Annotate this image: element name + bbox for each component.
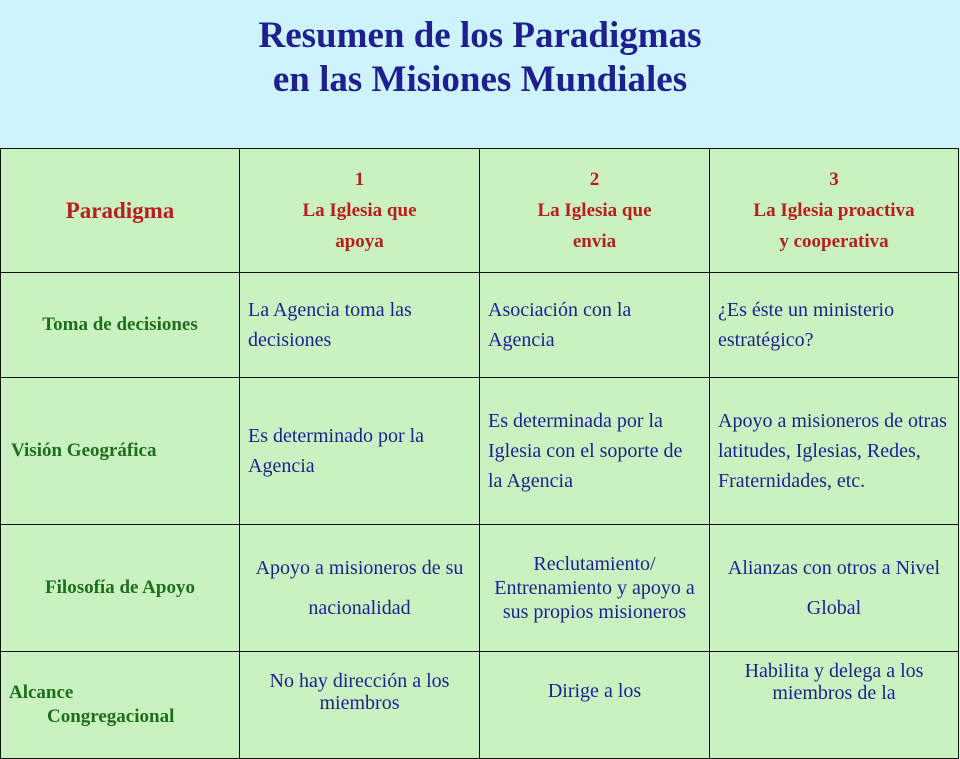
table-cell: Apoyo a misioneros de otras latitudes, Iglesias, Redes, Fraternidades, etc. [710, 378, 959, 525]
header-column-1-line2: apoya [335, 231, 384, 252]
table-cell: Dirige a los [480, 652, 710, 759]
table-header-row [1, 149, 959, 273]
table-cell: Es determinado por la Agencia [240, 378, 480, 525]
title-line-1: Resumen de los Paradigmas [258, 15, 702, 56]
table-cell: Asociación con la Agencia [480, 273, 710, 378]
row-label-vision-geografica: Visión Geográfica [1, 378, 240, 525]
table-cell: La Agencia toma las decisiones [240, 273, 480, 378]
row-label-line1: Alcance [9, 682, 74, 703]
table-cell: Reclutamiento/ Entrenamiento y apoyo a sus propios misioneros [480, 525, 710, 652]
table-cell: No hay dirección a los miembros [240, 652, 480, 759]
header-column-2-number: 2 [589, 169, 600, 190]
table-row [1, 652, 959, 759]
row-label-alcance-congregacional [1, 652, 240, 759]
header-column-3-number: 3 [829, 169, 839, 190]
header-column-3-line2: y cooperativa [779, 231, 889, 252]
table-cell: ¿Es éste un ministerio estratégico? [710, 273, 959, 378]
table-cell: Habilita y delega a los miembros de la [710, 652, 959, 759]
row-label-filosofia-de-apoyo: Filosofía de Apoyo [1, 525, 240, 652]
header-column-2-line2: envia [572, 231, 617, 252]
header-column-1 [240, 149, 480, 273]
header-column-2 [480, 149, 710, 273]
table-row [1, 273, 959, 378]
row-label-line2: Congregacional [47, 706, 175, 727]
header-column-1-number: 1 [354, 169, 365, 190]
header-column-3 [710, 149, 959, 273]
header-column-2-line1: La Iglesia que [537, 200, 652, 221]
table-cell: Apoyo a misioneros de su nacionalidad [240, 525, 480, 652]
title-line-2: en las Misiones Mundiales [272, 59, 688, 100]
table-cell: Alianzas con otros a Nivel Global [710, 525, 959, 652]
header-paradigma: Paradigma [1, 149, 240, 273]
table-row [1, 378, 959, 525]
row-label-toma-de-decisiones: Toma de decisiones [1, 273, 240, 378]
table-cell: Es determinada por la Iglesia con el soporte de la Agencia [480, 378, 710, 525]
slide-title [0, 14, 960, 102]
paradigms-table [0, 148, 959, 759]
header-column-3-line1: La Iglesia proactiva [753, 200, 915, 221]
table-row [1, 525, 959, 652]
header-column-1-line1: La Iglesia que [302, 200, 417, 221]
